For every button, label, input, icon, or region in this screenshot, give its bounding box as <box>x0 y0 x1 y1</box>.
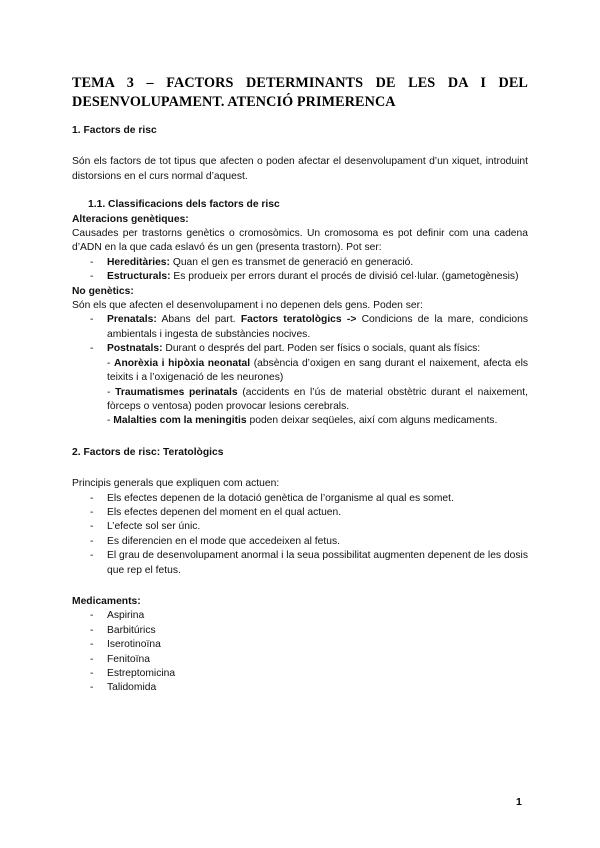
bullet-dash: - <box>90 521 94 533</box>
section-2-heading: 2. Factors de risc: Teratològics <box>72 446 224 458</box>
item-text: Els efectes depenen del moment en el qual actuen. <box>107 506 342 518</box>
bullet-dash: - <box>90 271 94 283</box>
bullet-dash: - <box>90 639 94 651</box>
list-item <box>72 342 528 428</box>
document-body <box>72 124 528 696</box>
item-text: Fenitoïna <box>107 653 150 665</box>
item-term: Prenatals: <box>107 314 157 326</box>
bullet-dash: - <box>90 314 94 326</box>
subitem-text: (absència d’oxigen en sang durant el naixement, afecta els teixits i a l’oxigenació de les neurones) <box>107 357 529 384</box>
item-text: Estreptomicina <box>107 668 176 679</box>
section-2-intro: Principis generals que expliquen com actuen: <box>72 478 280 490</box>
item-text: Condicions de la mare, condicions ambientals i ingesta de substàncies nocives. <box>107 314 528 340</box>
postnatal-subitem <box>107 414 528 428</box>
section-1-intro: Són els factors de tot tipus que afecten o poden afectar el desenvolupament d’un xiquet, introduint distorsions en el curs normal d’aquest. <box>72 156 528 182</box>
list-item <box>72 492 528 506</box>
list-item <box>72 256 528 270</box>
bullet-dash: - <box>90 492 94 504</box>
section-1-1-heading: 1.1. Classificacions dels factors de risc <box>88 199 280 211</box>
item-text: Iserotinoïna <box>107 639 161 651</box>
list-item <box>72 624 528 638</box>
item-text: Abans del part. <box>156 314 241 326</box>
page-number: 1 <box>516 796 522 808</box>
item-text: Barbitúrics <box>107 624 156 636</box>
non-genetic-heading: No genètics: <box>72 285 134 297</box>
item-text: Durant o després del part. Poden ser físics o socials, quant als físics: <box>162 343 481 355</box>
subitem-term: Anorèxia i hipòxia neonatal <box>114 357 251 369</box>
bullet-dash: - <box>90 624 94 636</box>
section-1-heading: 1. Factors de risc <box>72 125 157 136</box>
medications-heading: Medicaments: <box>72 595 141 607</box>
bullet-dash: - <box>90 653 94 665</box>
list-item <box>72 653 528 667</box>
page-title: TEMA 3 – FACTORS DETERMINANTS DE LES DA I DEL DESENVOLUPAMENT. ATENCIÓ PRIMERENCA <box>72 75 528 110</box>
principles-list <box>72 492 528 578</box>
bullet-dash: - <box>90 256 94 268</box>
item-text: L’efecte sol ser únic. <box>107 521 201 533</box>
item-term-teratological: Factors teratològics -> <box>240 314 357 326</box>
subitem-prefix: - <box>107 357 115 369</box>
list-item <box>72 638 528 652</box>
subitem-prefix: - <box>107 415 114 427</box>
item-text: Talidomida <box>107 682 157 694</box>
bullet-dash: - <box>90 610 94 622</box>
list-item <box>72 549 528 578</box>
bullet-dash: - <box>90 535 94 547</box>
list-item <box>72 667 528 681</box>
bullet-dash: - <box>90 506 94 518</box>
item-text: Aspirina <box>107 610 145 622</box>
subitem-text: (accidents en l’ús de material obstètric durant el naixement, fòrceps o ventosa) poden provocar lesions cerebrals. <box>107 386 528 412</box>
genetic-list <box>72 256 528 285</box>
list-item <box>72 609 528 623</box>
bullet-dash: - <box>90 668 94 679</box>
genetic-text: Causades per trastorns genètics o cromosòmics. Un cromosoma es pot definir com una cadena d’ADN en la que cada eslavó és un gen (presenta trastorn). Pot ser: <box>72 228 528 254</box>
subitem-term: Malalties com la meningitis <box>113 415 247 427</box>
item-term: Hereditàries: <box>107 256 170 268</box>
subitem-text: poden deixar seqüeles, així com alguns medicaments. <box>246 415 498 427</box>
item-term: Postnatals: <box>107 343 163 355</box>
subitem-prefix: - <box>107 386 116 398</box>
item-text: Es diferencien en el mode que accedeixen al fetus. <box>107 535 340 547</box>
item-text: Es produeix per errors durant el procés de divisió cel·lular. (gametogènesis) <box>170 271 519 283</box>
item-text: Els efectes depenen de la dotació genètica de l’organisme al qual es somet. <box>107 492 454 504</box>
list-item <box>72 270 528 284</box>
list-item <box>72 506 528 520</box>
postnatal-subitem <box>107 386 528 415</box>
item-term: Estructurals: <box>107 271 171 283</box>
item-text: Quan el gen es transmet de generació en generació. <box>169 256 414 268</box>
medications-list <box>72 609 528 695</box>
list-item <box>72 535 528 549</box>
list-item <box>72 313 528 342</box>
non-genetic-text: Són els que afecten el desenvolupament i no depenen dels gens. Poden ser: <box>72 300 423 312</box>
subitem-term: Traumatismes perinatals <box>115 386 238 398</box>
bullet-dash: - <box>90 682 94 694</box>
bullet-dash: - <box>90 550 94 562</box>
item-text: El grau de desenvolupament anormal i la seua possibilitat augmenten depenent de les dosis que rep el fetus. <box>107 550 528 576</box>
genetic-heading: Alteracions genètiques: <box>72 213 189 225</box>
list-item <box>72 681 528 695</box>
postnatal-subitem <box>107 357 528 386</box>
non-genetic-list <box>72 313 528 428</box>
bullet-dash: - <box>90 343 94 355</box>
list-item <box>72 520 528 534</box>
